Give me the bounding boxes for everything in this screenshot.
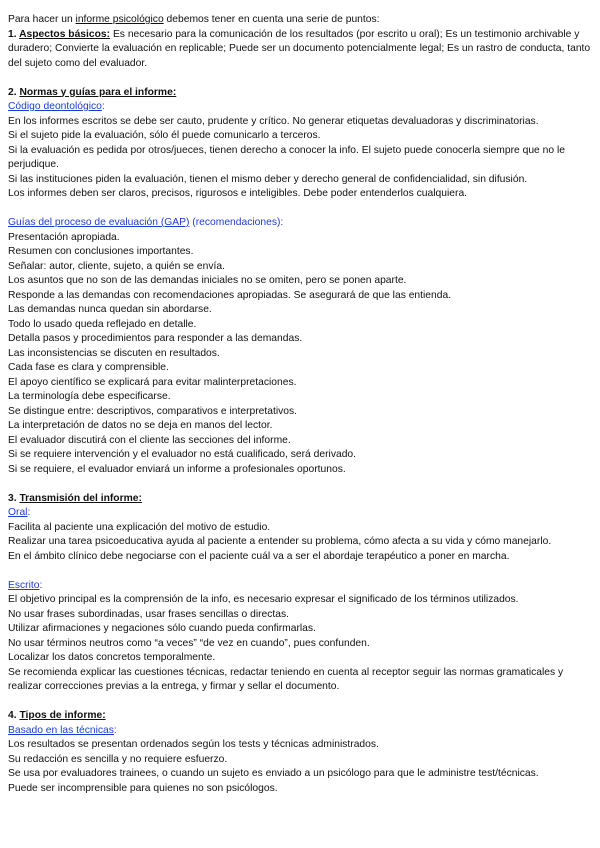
text-line: Si se requiere, el evaluador enviará un informe a profesionales oportunos. xyxy=(8,463,346,475)
text-line: No usar términos neutros como “a veces” “de vez en cuando”, pues confunden. xyxy=(8,637,370,649)
intro-paragraph xyxy=(8,13,592,28)
spacer xyxy=(8,564,592,579)
text-line: Localizar los datos concretos temporalmente. xyxy=(8,652,216,663)
escrito-list xyxy=(8,593,592,695)
text-line: Todo lo usado queda reflejado en detalle. xyxy=(8,318,197,330)
text-line: Si el sujeto pide la evaluación, sólo él puede comunicarlo a terceros. xyxy=(8,130,321,141)
intro-suffix: debemos tener en cuenta una serie de puntos: xyxy=(163,14,380,25)
escrito-colon: : xyxy=(39,579,43,591)
text-line: No usar frases subordinadas, usar frases sencillas o directas. xyxy=(8,608,290,620)
spacer xyxy=(8,477,592,492)
text-line: Los resultados se presentan ordenados según los tests y técnicas administrados. xyxy=(8,739,379,750)
text-line: El evaluador discutirá con el cliente las secciones del informe. xyxy=(8,434,291,446)
section1-paragraph xyxy=(8,28,592,72)
text-line: Si la evaluación es pedida por otros/jueces, tienen derecho a conocer la info. El sujeto puede conocerla siempre que no le perjudique. xyxy=(8,144,565,170)
text-line: Los asuntos que no son de las demandas iniciales no se omiten, pero se ponen aparte. xyxy=(8,275,407,286)
section4-number: 4. xyxy=(8,710,20,721)
text-line: Las inconsistencias se discuten en resultados. xyxy=(8,347,220,359)
text-line: El apoyo científico se explicará para evitar malinterpretaciones. xyxy=(8,376,297,388)
spacer xyxy=(8,695,592,710)
text-line: En los informes escritos se debe ser cauto, prudente y crítico. No generar etiquetas devaluadoras y discriminatorias. xyxy=(8,115,539,127)
text-line: Utilizar afirmaciones y negaciones sólo cuando pueda confirmarlas. xyxy=(8,623,316,634)
text-line: Puede ser incomprensible para quienes no son psicólogos. xyxy=(8,782,278,794)
text-line: Su redacción es sencilla y no requiere esfuerzo. xyxy=(8,753,228,765)
text-line: Facilita al paciente una explicación del motivo de estudio. xyxy=(8,521,271,533)
deontologico-list xyxy=(8,115,592,202)
text-line: Presentación apropiada. xyxy=(8,231,120,243)
text-line: Señalar: autor, cliente, sujeto, a quién se envía. xyxy=(8,260,225,272)
oral-heading xyxy=(8,506,592,521)
section2-title: Normas y guías para el informe: xyxy=(19,86,177,98)
section1-number: 1. xyxy=(8,28,20,40)
section3-number: 3. xyxy=(8,492,20,504)
oral-list xyxy=(8,521,592,565)
section2-number: 2. xyxy=(8,86,20,98)
text-line: En el ámbito clínico debe negociarse con el paciente cuál va a ser el abordaje terapéutico a poner en marcha. xyxy=(8,550,510,562)
text-line: Cada fase es clara y comprensible. xyxy=(8,362,169,373)
section2-heading xyxy=(8,86,592,101)
section3-heading xyxy=(8,492,592,507)
deontologico-link[interactable]: Código deontológico xyxy=(8,101,102,112)
section1-text: Es necesario para la comunicación de los resultados (por escrito u oral); Es un testimonio archivable y duradero; Convierte la evaluación en replicable; Puede ser un documento potencialmente legal; Es un rastro de conducta, tanto del sujeto como del evaluador. xyxy=(8,28,591,69)
escrito-heading xyxy=(8,579,592,594)
oral-link[interactable]: Oral xyxy=(8,507,28,518)
gap-heading xyxy=(8,216,592,231)
text-line: Los informes deben ser claros, precisos, rigurosos e inteligibles. Debe poder entenderlos cualquiera. xyxy=(8,188,468,199)
section1-heading xyxy=(8,29,110,40)
escrito-link[interactable]: Escrito xyxy=(8,579,40,591)
text-line: Realizar una tarea psicoeducativa ayuda al paciente a entender su problema, cómo afecta a su vida y cómo manejarlo. xyxy=(8,536,552,547)
deontologico-colon: : xyxy=(101,101,105,112)
gap-note: (recomendaciones): xyxy=(189,217,284,228)
tecnicas-list xyxy=(8,738,592,796)
text-line: Detalla pasos y procedimientos para responder a las demandas. xyxy=(8,333,303,344)
spacer xyxy=(8,202,592,217)
tecnicas-heading xyxy=(8,724,592,739)
gap-link[interactable]: Guías del proceso de evaluación (GAP) xyxy=(8,217,190,228)
text-line: Se recomienda explicar las cuestiones técnicas, redactar teniendo en cuenta al receptor seguir las normas gramaticales y realizar correcciones previas a la entrega, y firmar y sellar el documento. xyxy=(8,666,564,692)
deontologico-heading xyxy=(8,100,592,115)
section3-title: Transmisión del informe: xyxy=(19,492,142,504)
text-line: La interpretación de datos no se deja en manos del lector. xyxy=(8,420,273,431)
text-line: La terminología debe especificarse. xyxy=(8,391,171,402)
text-line: Se usa por evaluadores trainees, o cuando un sujeto es enviado a un psicólogo para que le administre test/técnicas. xyxy=(8,768,539,779)
tecnicas-link[interactable]: Basado en las técnicas xyxy=(8,724,114,736)
text-line: Si se requiere intervención y el evaluador no está cualificado, será derivado. xyxy=(8,449,357,460)
text-line: Responde a las demandas con recomendaciones apropiadas. Se asegurará de que las entienda. xyxy=(8,289,452,301)
text-line: Resumen con conclusiones importantes. xyxy=(8,246,194,257)
text-line: El objetivo principal es la comprensión de la info, es necesario expresar el significado de los términos utilizados. xyxy=(8,594,519,605)
oral-colon: : xyxy=(27,507,31,518)
text-line: Las demandas nunca quedan sin abordarse. xyxy=(8,304,212,315)
intro-prefix: Para hacer un xyxy=(8,14,76,25)
intro-term: informe psicológico xyxy=(75,14,164,25)
text-line: Si las instituciones piden la evaluación, tienen el mismo deber y derecho general de confidencialidad, sin difusión. xyxy=(8,173,528,185)
tecnicas-colon: : xyxy=(113,724,117,736)
text-line: Se distingue entre: descriptivos, comparativos e interpretativos. xyxy=(8,405,298,417)
section4-heading xyxy=(8,709,592,724)
gap-list xyxy=(8,231,592,478)
section4-title: Tipos de informe: xyxy=(19,710,106,721)
spacer xyxy=(8,71,592,86)
section1-title: Aspectos básicos: xyxy=(19,28,111,40)
